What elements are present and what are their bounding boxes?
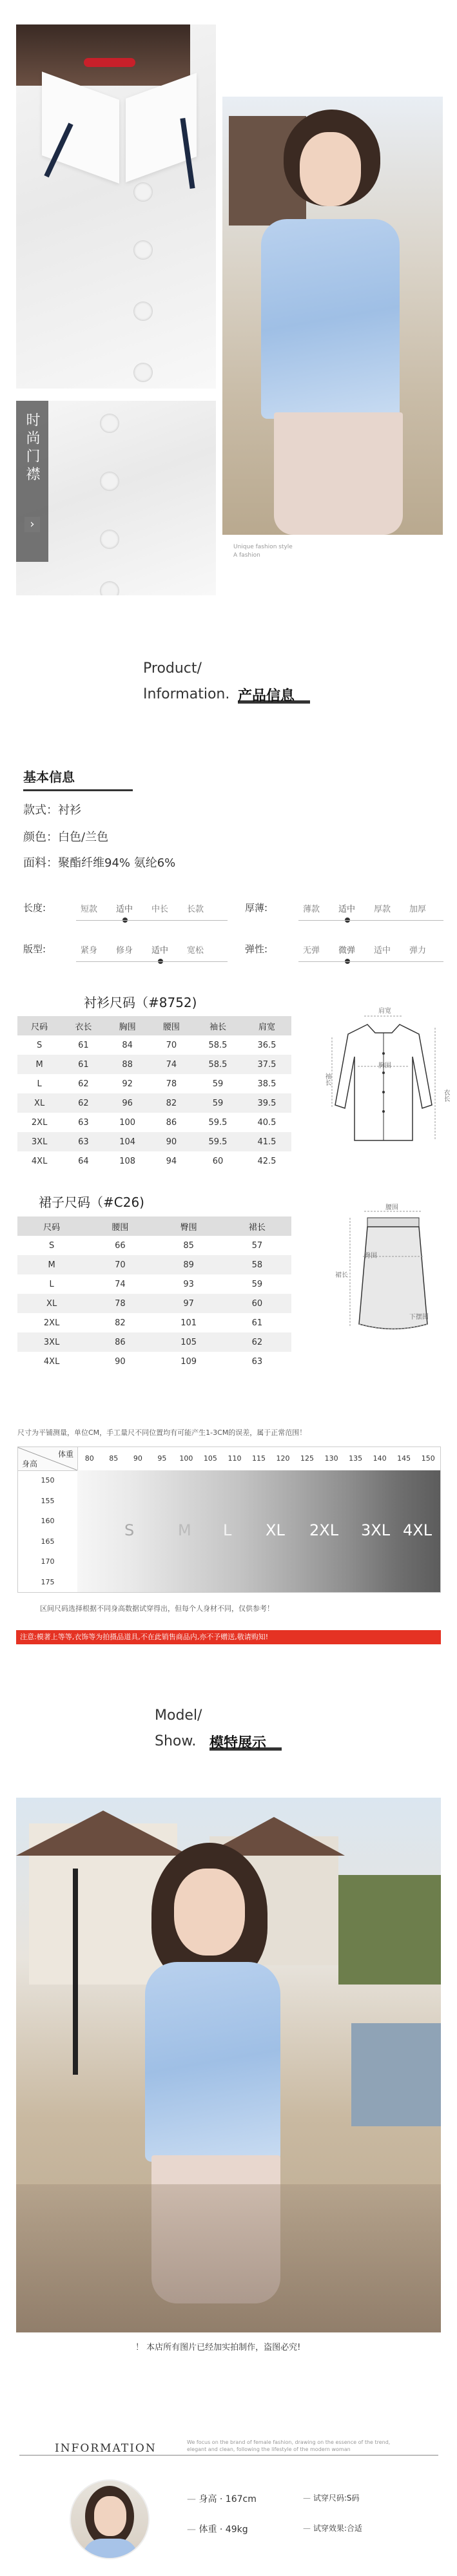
model-show-photo (16, 1798, 441, 2332)
skirt-label-hem: 下摆围 (409, 1314, 429, 1321)
table-row: 3XL 63 104 90 59.5 41.5 (17, 1132, 291, 1151)
diagram-label-shoulder: 肩宽 (378, 1008, 391, 1015)
thickness-opt-selected: 适中 (338, 905, 356, 914)
length-opt: 中长 (151, 905, 169, 914)
fit-opt: 修身 (116, 946, 133, 956)
table-header-row: 尺码 腰围 臀围 裙长 (17, 1216, 291, 1236)
size-label: M (178, 1521, 191, 1539)
attr-fit-label: 版型: (23, 943, 46, 955)
basic-line-fabric: 面料：聚酯纤维94% 氨纶6% (23, 856, 176, 870)
attr-line (298, 961, 443, 962)
shirt-button (100, 530, 119, 549)
try-size-stat: — 试穿尺码:S码 (303, 2494, 360, 2503)
height-header-cell: 175 (41, 1577, 55, 1586)
shirt-measure-diagram (329, 1002, 445, 1160)
elastic-opt: 适中 (374, 946, 391, 956)
size-label: 2XL (309, 1521, 339, 1539)
boardwalk (16, 2184, 441, 2332)
table-row: XL 62 96 82 59 39.5 (17, 1093, 291, 1113)
weight-header-cell: 80 (84, 1454, 94, 1463)
size-guide-note-top: 尺寸为平铺测量，单位CM，手工量尺不同位置均有可能产生1-3CM的误差，属于正常范围！ (17, 1428, 307, 1437)
weight-header-cell: 130 (324, 1454, 338, 1463)
elastic-opt-selected: 微弹 (338, 946, 356, 956)
avatar (70, 2479, 150, 2559)
attr-line (76, 961, 228, 962)
basic-info-underline (23, 789, 133, 791)
photo-caption: Unique fashion style A fashion (233, 544, 293, 559)
weight-header-cell: 145 (397, 1454, 411, 1463)
weight-header-cell: 150 (421, 1454, 435, 1463)
table-row: L 74 93 59 (17, 1274, 291, 1294)
table-row: 2XL 82 101 61 (17, 1313, 291, 1332)
blue-shirt (145, 1962, 280, 2162)
blue-shirt (261, 219, 400, 419)
basic-line-style: 款式：衬衫 (23, 803, 81, 817)
weight-header-cell: 135 (349, 1454, 363, 1463)
table-header-row: 尺码 衣长 胸围 腰围 袖长 肩宽 (17, 1016, 291, 1035)
lamp-post (73, 1869, 78, 2075)
size-label: L (223, 1521, 232, 1539)
skirt-size-table (17, 1216, 291, 1371)
weight-header-cell: 110 (228, 1454, 242, 1463)
elastic-opt: 弹力 (409, 946, 427, 956)
length-opt: 短款 (81, 905, 98, 914)
size-label: 4XL (403, 1521, 433, 1539)
shirt-button (133, 363, 153, 382)
length-opt: 长款 (187, 905, 204, 914)
table-row: 2XL 63 100 86 59.5 40.5 (17, 1113, 291, 1132)
notice-banner: 注意:模著上等等,衣饰等为拍摄品道具,不在此销售商品内,亦不予赠送,敬请购知! (16, 1630, 441, 1644)
heights-column (18, 1470, 78, 1592)
size-label: XL (266, 1521, 285, 1539)
size-guide-grid (17, 1447, 441, 1593)
shirt-button (133, 182, 153, 202)
table-row: L 62 92 78 59 38.5 (17, 1074, 291, 1093)
skirt-label-waist: 腰围 (385, 1204, 398, 1211)
skirt-label-hip: 臀围 (364, 1253, 377, 1260)
table-row: M 70 89 58 (17, 1255, 291, 1274)
size-label: S (124, 1521, 135, 1539)
footer-disclaimer: ！ 本店所有图片已经加实拍制作，盗图必究! (135, 2343, 301, 2352)
thickness-opt: 加厚 (409, 905, 427, 914)
size-guide-note-bottom: 区间尺码选择根据不同身高数据试穿得出，但每个人身材不同，仅供参考！ (40, 1604, 274, 1613)
attr-thickness-label: 厚薄: (245, 902, 268, 914)
trees (338, 1875, 441, 1985)
table-row: 3XL 86 105 62 (17, 1332, 291, 1352)
size-label: 3XL (361, 1521, 391, 1539)
weight-stat: — 体重 · 49kg (187, 2524, 248, 2535)
shirt-size-table (17, 1016, 291, 1171)
model-face (174, 1869, 245, 1956)
height-header-cell: 165 (41, 1537, 55, 1546)
weights-row (77, 1447, 440, 1471)
shirt-button (100, 472, 119, 491)
shirt-button (133, 302, 153, 321)
height-header-cell: 160 (41, 1517, 55, 1526)
height-header-cell: 150 (41, 1476, 55, 1485)
product-info-cn: 产品信息 (238, 685, 295, 705)
side-label-panel (16, 401, 48, 562)
table-row: 4XL 64 108 94 60 42.5 (17, 1151, 291, 1171)
model-show-cn: 模特展示 (209, 1732, 266, 1752)
diagram-label-length: 衣长 (442, 1089, 449, 1102)
chevron-right-icon[interactable]: › (24, 517, 40, 532)
weight-header-cell: 125 (300, 1454, 315, 1463)
table-row: S 66 85 57 (17, 1236, 291, 1255)
beige-skirt (274, 412, 403, 535)
model-show-en2: Show. (155, 1733, 197, 1749)
water (351, 2023, 441, 2126)
grid-corner: 体重 身高 (18, 1447, 78, 1471)
attr-line (76, 920, 228, 921)
fit-opt: 宽松 (187, 946, 204, 956)
table-row: S 61 84 70 58.5 36.5 (17, 1035, 291, 1055)
product-info-en2: Information. (143, 686, 230, 702)
model-face (300, 132, 361, 206)
diagram-label-sleeve: 袖长 (324, 1073, 331, 1086)
weight-header-cell: 120 (276, 1454, 290, 1463)
diagram-label-chest: 胸围 (378, 1062, 391, 1070)
shirt-table-title: 衬衫尺码（#8752) (84, 995, 197, 1010)
side-label-text: 时尚门襟 (24, 412, 40, 485)
thickness-opt: 薄款 (303, 905, 320, 914)
product-info-en1: Product/ (143, 660, 202, 677)
weight-header-cell: 140 (373, 1454, 387, 1463)
shirt-button (133, 240, 153, 260)
height-header-cell: 155 (41, 1496, 55, 1505)
model-hero-photo (222, 97, 443, 535)
weight-header-cell: 90 (133, 1454, 142, 1463)
model-show-en1: Model/ (155, 1707, 202, 1724)
table-row: M 61 88 74 58.5 37.5 (17, 1055, 291, 1074)
attr-elastic-label: 弹性: (245, 943, 268, 955)
weight-header-cell: 85 (109, 1454, 119, 1463)
fit-opt: 紧身 (81, 946, 98, 956)
info-title: INFORMATION (55, 2442, 157, 2455)
shirt-button (100, 581, 119, 595)
skirt-table-title: 裙子尺码（#C26) (39, 1195, 144, 1210)
shirt-button (100, 414, 119, 433)
height-header-cell: 170 (41, 1557, 55, 1566)
elastic-opt: 无弹 (303, 946, 320, 956)
table-row: 4XL 90 109 63 (17, 1352, 291, 1371)
try-effect-stat: — 试穿效果:合适 (303, 2524, 362, 2533)
weight-header-cell: 95 (157, 1454, 167, 1463)
info-divider (19, 2455, 438, 2456)
weight-header-cell: 105 (203, 1454, 217, 1463)
height-stat: — 身高 · 167cm (187, 2494, 257, 2504)
length-opt-selected: 适中 (116, 905, 133, 914)
basic-info-title: 基本信息 (23, 769, 75, 785)
attr-length-label: 长度: (23, 902, 46, 914)
collar-closeup-photo (16, 24, 216, 389)
lips-detail (84, 58, 135, 67)
skirt-label-length: 裙长 (335, 1272, 348, 1279)
weight-header-cell: 115 (251, 1454, 266, 1463)
info-small-text: We focus on the brand of female fashion, drawing on the essence of the trend, elegant and clean, following the lifestyle of the modern woman (187, 2439, 391, 2452)
table-row: XL 78 97 60 (17, 1294, 291, 1313)
weight-header-cell: 100 (179, 1454, 193, 1463)
fit-opt-selected: 适中 (151, 946, 169, 956)
basic-line-color: 颜色：白色/兰色 (23, 831, 109, 844)
thickness-opt: 厚款 (374, 905, 391, 914)
attr-line (298, 920, 443, 921)
